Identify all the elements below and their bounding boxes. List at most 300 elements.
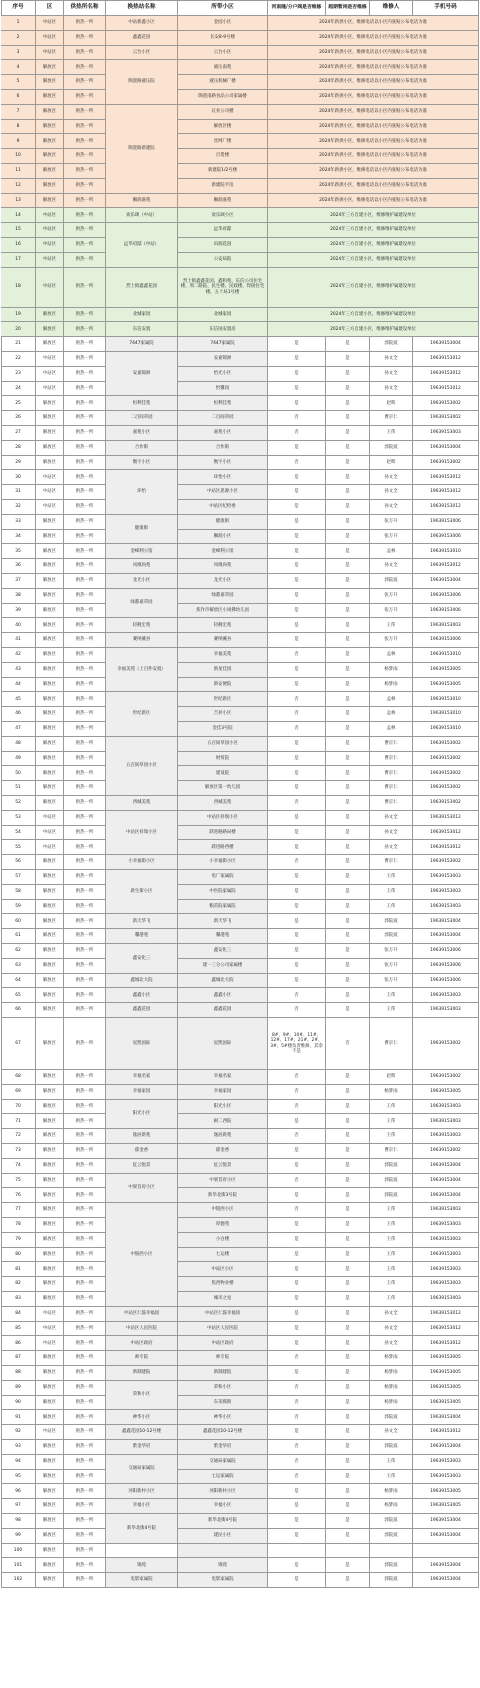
row-station-office: 供热一所 [64, 766, 106, 781]
row-station-office: 供热一所 [64, 1514, 106, 1529]
note-self-built: 2024年三方自建小区，维修维护属建设单位 [268, 308, 479, 323]
row-exchange-station: 新华北街4号院 [106, 1514, 178, 1544]
row-phone: 19639153003 [413, 1129, 479, 1144]
row-station-office: 供热一所 [64, 46, 106, 61]
row-overdue-repair: 是 [326, 1129, 370, 1144]
row-seq: 19 [1, 308, 36, 323]
row-station-office: 供热一所 [64, 90, 106, 105]
row-district: 中站区 [36, 16, 64, 31]
row-phone: 19639153003 [413, 426, 479, 441]
row-community: 馨港苑 [178, 929, 268, 944]
row-seq: 43 [1, 663, 36, 678]
row-empty-cell [268, 1544, 326, 1559]
row-phone: 19639153005 [413, 1085, 479, 1100]
row-community: 中梁首府小区 [178, 1174, 268, 1189]
row-seq: 33 [1, 515, 36, 530]
row-seq: 47 [1, 722, 36, 737]
row-exchange-station: 中站新鑫小区 [106, 16, 178, 31]
row-overdue-repair: 是 [326, 1410, 370, 1425]
row-valve-repair: 否 [268, 692, 326, 707]
row-district: 解放区 [36, 1159, 64, 1174]
row-phone: 19639153004 [413, 1188, 479, 1203]
row-district: 解放区 [36, 411, 64, 426]
row-overdue-repair: 是 [326, 515, 370, 530]
row-overdue-repair: 是 [326, 456, 370, 471]
row-community: 阳光小区 [178, 1100, 268, 1115]
row-repairer: 王伟 [370, 1218, 413, 1233]
row-repairer: 王伟 [370, 1203, 413, 1218]
row-valve-repair: 是 [268, 1499, 326, 1514]
row-community: 七运家属院 [178, 1470, 268, 1485]
row-exchange-station: 鑫鑫花园10-12号楼 [106, 1425, 178, 1440]
row-station-office: 供热一所 [64, 1218, 106, 1233]
row-overdue-repair: 是 [326, 1529, 370, 1544]
row-station-office: 供热一所 [64, 1455, 106, 1470]
row-station-office: 供热一所 [64, 426, 106, 441]
row-station-office: 供热一所 [64, 441, 106, 456]
row-repairer: 孙文全 [370, 840, 413, 855]
row-phone: 19639153004 [413, 1440, 479, 1455]
row-district: 解放区 [36, 337, 64, 352]
row-seq: 62 [1, 944, 36, 959]
note-new-supply: 2024年新供小区，维修电话以小区内张贴公布电话为准 [268, 194, 479, 209]
row-district: 解放区 [36, 633, 64, 648]
row-seq: 36 [1, 559, 36, 574]
row-station-office: 供热一所 [64, 1129, 106, 1144]
row-seq: 79 [1, 1233, 36, 1248]
header-phone: 手机号码 [413, 0, 479, 16]
row-community: 金峰利公馆 [178, 544, 268, 559]
row-valve-repair: 是 [268, 944, 326, 959]
row-exchange-station: 7447家属院 [106, 337, 178, 352]
row-overdue-repair: 是 [326, 559, 370, 574]
row-seq: 82 [1, 1277, 36, 1292]
row-repairer: 王伟 [370, 1292, 413, 1307]
row-station-office: 供热一所 [64, 988, 106, 1003]
row-valve-repair: 是 [268, 974, 326, 989]
row-community: 焦作市解放区小岗佛幼儿园 [178, 604, 268, 619]
row-valve-repair: 是 [268, 766, 326, 781]
row-overdue-repair: 是 [326, 544, 370, 559]
row-repairer: 王伟 [370, 1262, 413, 1277]
row-community: 新建院平房 [178, 179, 268, 194]
row-exchange-station: 云台小区 [106, 46, 178, 61]
row-overdue-repair: 是 [326, 1440, 370, 1455]
row-repairer: 王伟 [370, 885, 413, 900]
row-seq: 91 [1, 1410, 36, 1425]
row-valve-repair: 是 [268, 470, 326, 485]
row-community: 师专院 [178, 1351, 268, 1366]
row-repairer: 王伟 [370, 1277, 413, 1292]
row-community: 厚德苑 [178, 1218, 268, 1233]
row-valve-repair: 是 [268, 1484, 326, 1499]
row-phone: 19639153002 [413, 456, 479, 471]
row-repairer: 孟林 [370, 692, 413, 707]
row-overdue-repair: 是 [326, 796, 370, 811]
row-repairer: 张万升 [370, 633, 413, 648]
row-phone: 19639153005 [413, 1499, 479, 1514]
row-valve-repair: 是 [268, 544, 326, 559]
row-overdue-repair: 是 [326, 678, 370, 693]
row-exchange-station: 中站区政府 [106, 1336, 178, 1351]
row-repairer: 郭院波 [370, 929, 413, 944]
row-district: 中站区 [36, 208, 64, 223]
row-seq: 41 [1, 633, 36, 648]
row-district: 中站区 [36, 1307, 64, 1322]
row-valve-repair: 否 [268, 1003, 326, 1018]
row-community: 金园小区 [178, 16, 268, 31]
row-overdue-repair: 是 [326, 974, 370, 989]
row-station-office: 供热一所 [64, 223, 106, 238]
row-station-office: 供热一所 [64, 456, 106, 471]
row-station-office: 供热一所 [64, 515, 106, 530]
row-station-office: 供热一所 [64, 337, 106, 352]
row-community: 合作街 [178, 441, 268, 456]
row-overdue-repair: 是 [326, 988, 370, 1003]
row-station-office: 供热一所 [64, 1558, 106, 1573]
row-community: 耐二西院 [178, 1114, 268, 1129]
row-district: 解放区 [36, 1262, 64, 1277]
row-exchange-station: 锦苑 [106, 1558, 178, 1573]
note-new-supply: 2024年新供小区，维修电话以小区内张贴公布电话为准 [268, 179, 479, 194]
row-station-office: 供热一所 [64, 1114, 106, 1129]
row-exchange-station: 二百间草园 [106, 411, 178, 426]
row-district: 解放区 [36, 1003, 64, 1018]
row-seq: 42 [1, 648, 36, 663]
row-seq: 86 [1, 1336, 36, 1351]
row-seq: 78 [1, 1218, 36, 1233]
row-phone: 19639153012 [413, 840, 479, 855]
row-phone: 19639153006 [413, 530, 479, 545]
row-community: 粮苗院家属院 [178, 900, 268, 915]
row-overdue-repair: 是 [326, 1366, 370, 1381]
row-valve-repair: 是 [268, 826, 326, 841]
row-seq: 45 [1, 692, 36, 707]
row-valve-repair: 是 [268, 530, 326, 545]
row-community: 公安局院 [178, 253, 268, 268]
row-station-office: 供热一所 [64, 1336, 106, 1351]
row-phone: 19639153006 [413, 515, 479, 530]
row-district: 解放区 [36, 60, 64, 75]
row-exchange-station: 金峰利公馆 [106, 544, 178, 559]
row-valve-repair: 否 [268, 456, 326, 471]
row-exchange-station: 健康街 [106, 515, 178, 545]
row-phone: 19639153002 [413, 1018, 479, 1070]
row-seq: 14 [1, 208, 36, 223]
row-district: 解放区 [36, 1218, 64, 1233]
row-phone: 19639153002 [413, 781, 479, 796]
row-seq: 102 [1, 1573, 36, 1588]
row-district: 解放区 [36, 194, 64, 209]
row-station-office: 供热一所 [64, 1018, 106, 1070]
row-phone: 19639153004 [413, 441, 479, 456]
row-station-office: 供热一所 [64, 1499, 106, 1514]
row-valve-repair: 是 [268, 515, 326, 530]
row-valve-repair: 否 [268, 1440, 326, 1455]
row-seq: 17 [1, 253, 36, 268]
row-community: 云台小区 [178, 46, 268, 61]
row-station-office: 供热一所 [64, 692, 106, 707]
row-seq: 49 [1, 752, 36, 767]
row-station-office: 供热一所 [64, 855, 106, 870]
row-exchange-station: 星凯国际 [106, 1018, 178, 1070]
row-repairer: 曹京仁 [370, 1144, 413, 1159]
row-seq: 72 [1, 1129, 36, 1144]
row-station-office: 供热一所 [64, 1262, 106, 1277]
row-exchange-station: 安嘉锦洲 [106, 352, 178, 396]
row-station-office: 供热一所 [64, 208, 106, 223]
row-overdue-repair: 是 [326, 722, 370, 737]
row-exchange-station: 东信安置 [106, 322, 178, 337]
row-seq: 18 [1, 268, 36, 308]
row-overdue-repair: 是 [326, 707, 370, 722]
row-phone: 19639153003 [413, 1114, 479, 1129]
row-community: 狮润小区 [178, 530, 268, 545]
row-district: 解放区 [36, 1351, 64, 1366]
row-valve-repair: 是 [268, 1322, 326, 1337]
row-overdue-repair: 是 [326, 826, 370, 841]
row-exchange-station: 合作街 [106, 441, 178, 456]
row-valve-repair: 是 [268, 1218, 326, 1233]
row-exchange-station: 阳光小区 [106, 1100, 178, 1130]
row-valve-repair: 否 [268, 988, 326, 1003]
row-repairer: 曹京仁 [370, 766, 413, 781]
row-overdue-repair: 是 [326, 1188, 370, 1203]
row-district: 解放区 [36, 1544, 64, 1559]
row-station-office: 供热一所 [64, 574, 106, 589]
row-community: 液压南苑 [178, 60, 268, 75]
row-seq: 48 [1, 737, 36, 752]
row-valve-repair: 是 [268, 589, 326, 604]
row-district: 中站区 [36, 268, 64, 308]
row-overdue-repair: 是 [326, 1455, 370, 1470]
row-repairer: 王伟 [370, 426, 413, 441]
row-phone: 19639153002 [413, 411, 479, 426]
row-community: 新安便院 [178, 678, 268, 693]
row-overdue-repair: 是 [326, 1514, 370, 1529]
row-valve-repair: 是 [268, 885, 326, 900]
row-phone: 19639153002 [413, 855, 479, 870]
row-community: 凤凰尚苑 [178, 559, 268, 574]
row-phone: 19639153003 [413, 1292, 479, 1307]
row-overdue-repair: 是 [326, 1144, 370, 1159]
row-exchange-station: 中站区祥瑞小区 [106, 811, 178, 855]
row-overdue-repair: 是 [326, 914, 370, 929]
row-phone: 19639153004 [413, 1573, 479, 1588]
row-station-office: 供热一所 [64, 678, 106, 693]
row-station-office: 供热一所 [64, 752, 106, 767]
row-community: 鑫鑫花园10-12号楼 [178, 1425, 268, 1440]
row-district: 解放区 [36, 1366, 64, 1381]
row-district: 解放区 [36, 322, 64, 337]
row-station-office: 供热一所 [64, 974, 106, 989]
row-station-office: 供热一所 [64, 1203, 106, 1218]
row-seq: 20 [1, 322, 36, 337]
row-overdue-repair: 是 [326, 1573, 370, 1588]
row-district: 解放区 [36, 604, 64, 619]
row-valve-repair: 是 [268, 604, 326, 619]
row-district: 中站区 [36, 31, 64, 46]
row-repairer: 王伟 [370, 1003, 413, 1018]
row-valve-repair: 否 [268, 855, 326, 870]
row-community: 怡光小区 [178, 367, 268, 382]
row-phone: 19639153003 [413, 1470, 479, 1485]
row-phone: 19639153012 [413, 485, 479, 500]
row-community: 电厂家属院 [178, 870, 268, 885]
row-phone: 19639153005 [413, 678, 479, 693]
row-valve-repair: 是 [268, 1558, 326, 1573]
row-phone: 19639153006 [413, 959, 479, 974]
row-seq: 70 [1, 1100, 36, 1115]
row-phone: 19639153010 [413, 648, 479, 663]
row-district: 解放区 [36, 179, 64, 194]
row-valve-repair: 否 [268, 707, 326, 722]
row-district: 解放区 [36, 1114, 64, 1129]
row-overdue-repair: 是 [326, 574, 370, 589]
row-seq: 84 [1, 1307, 36, 1322]
row-exchange-station: 狮润嘉苑 [106, 194, 178, 209]
row-seq: 55 [1, 840, 36, 855]
row-repairer: 王伟 [370, 1248, 413, 1263]
row-community: 中医院家属院 [178, 885, 268, 900]
row-overdue-repair: 是 [326, 900, 370, 915]
row-repairer: 郭院波 [370, 1188, 413, 1203]
row-community: 中站区思源小区 [178, 485, 268, 500]
row-district: 解放区 [36, 678, 64, 693]
row-station-office: 供热一所 [64, 322, 106, 337]
row-community: 二百间草园 [178, 411, 268, 426]
row-community: 中银西小区 [178, 1203, 268, 1218]
row-valve-repair: 是 [268, 1425, 326, 1440]
row-valve-repair: 是 [268, 1529, 326, 1544]
row-phone: 19639153006 [413, 974, 479, 989]
row-overdue-repair: 是 [326, 618, 370, 633]
row-phone: 19639153010 [413, 692, 479, 707]
row-repairer: 孙文全 [370, 559, 413, 574]
row-station-office: 供热一所 [64, 1322, 106, 1337]
row-repairer: 孙文全 [370, 811, 413, 826]
row-district: 中站区 [36, 46, 64, 61]
row-seq: 92 [1, 1425, 36, 1440]
row-repairer: 孟林 [370, 648, 413, 663]
row-community: 龙光小区 [178, 574, 268, 589]
row-district: 解放区 [36, 1085, 64, 1100]
row-repairer: 曹京仁 [370, 1018, 413, 1070]
row-phone: 19639153003 [413, 900, 479, 915]
row-seq: 12 [1, 179, 36, 194]
row-station-office: 供热一所 [64, 737, 106, 752]
row-district: 解放区 [36, 105, 64, 120]
row-phone: 19639153010 [413, 544, 479, 559]
row-phone: 19639153005 [413, 1381, 479, 1396]
row-seq: 66 [1, 1003, 36, 1018]
row-community: 中站区人民医院 [178, 1322, 268, 1337]
row-seq: 60 [1, 914, 36, 929]
row-community: 新建院1/2号楼 [178, 164, 268, 179]
row-valve-repair: 是 [268, 1159, 326, 1174]
row-seq: 61 [1, 929, 36, 944]
note-self-built: 2024年三方自建小区，维修维护属建设单位 [268, 223, 479, 238]
row-overdue-repair: 是 [326, 500, 370, 515]
row-exchange-station: 紫金华府 [106, 1440, 178, 1455]
row-district: 解放区 [36, 164, 64, 179]
row-community: 中站区小区 [178, 1262, 268, 1277]
row-community: 建一三分公司家属楼 [178, 959, 268, 974]
row-repairer: 王伟 [370, 1455, 413, 1470]
row-station-office: 供热一所 [64, 900, 106, 915]
row-seq: 32 [1, 500, 36, 515]
row-community: 新星佳园 [178, 663, 268, 678]
row-station-office: 供热一所 [64, 663, 106, 678]
row-district: 解放区 [36, 1558, 64, 1573]
row-district: 中站区 [36, 826, 64, 841]
row-valve-repair: 是 [268, 840, 326, 855]
row-community: 建设院 [178, 766, 268, 781]
row-overdue-repair: 是 [326, 944, 370, 959]
row-phone: 19639153003 [413, 870, 479, 885]
row-district: 解放区 [36, 396, 64, 411]
row-seq: 58 [1, 885, 36, 900]
row-valve-repair: 否 [268, 722, 326, 737]
row-seq: 30 [1, 470, 36, 485]
row-repairer: 王伟 [370, 870, 413, 885]
row-overdue-repair: 是 [326, 382, 370, 397]
row-station-office: 供热一所 [64, 194, 106, 209]
row-seq: 50 [1, 766, 36, 781]
row-valve-repair: 是 [268, 1277, 326, 1292]
row-seq: 85 [1, 1322, 36, 1337]
row-station-office: 供热一所 [64, 253, 106, 268]
row-valve-repair: 是 [268, 1114, 326, 1129]
row-seq: 35 [1, 544, 36, 559]
row-repairer: 孙文全 [370, 352, 413, 367]
row-empty-cell [413, 1544, 479, 1559]
row-district: 解放区 [36, 1514, 64, 1529]
row-valve-repair: 是 [268, 367, 326, 382]
note-new-supply: 2024年新供小区，维修电话以小区内张贴公布电话为准 [268, 105, 479, 120]
row-overdue-repair: 是 [326, 1381, 370, 1396]
row-station-office: 供热一所 [64, 589, 106, 604]
row-community: 怡馨园 [178, 382, 268, 397]
row-valve-repair: 是 [268, 1366, 326, 1381]
row-exchange-station: 新生街小区 [106, 870, 178, 914]
row-district: 中站区 [36, 811, 64, 826]
row-station-office: 供热一所 [64, 238, 106, 253]
row-district: 解放区 [36, 766, 64, 781]
row-district: 中站区 [36, 1425, 64, 1440]
row-community: 锦苑 [178, 1558, 268, 1573]
row-phone: 19639153012 [413, 367, 479, 382]
row-seq: 1 [1, 16, 36, 31]
row-exchange-station: 神华小区 [106, 1410, 178, 1425]
row-station-office: 供热一所 [64, 60, 106, 75]
row-repairer: 张万升 [370, 530, 413, 545]
row-seq: 10 [1, 149, 36, 164]
row-phone: 19639153004 [413, 929, 479, 944]
row-phone: 19639153012 [413, 559, 479, 574]
row-phone: 19639153004 [413, 1174, 479, 1189]
row-station-office: 供热一所 [64, 31, 106, 46]
row-overdue-repair: 是 [326, 1336, 370, 1351]
row-community: 陶瓷南路食品公司家属楼 [178, 90, 268, 105]
row-repairer: 孙文全 [370, 1307, 413, 1322]
row-community: 鑫安化三 [178, 944, 268, 959]
row-district: 解放区 [36, 855, 64, 870]
row-community: 狮润嘉苑 [178, 194, 268, 209]
row-overdue-repair: 是 [326, 855, 370, 870]
row-station-office: 供热一所 [64, 308, 106, 323]
row-exchange-station: 逸居新苑 [106, 1129, 178, 1144]
